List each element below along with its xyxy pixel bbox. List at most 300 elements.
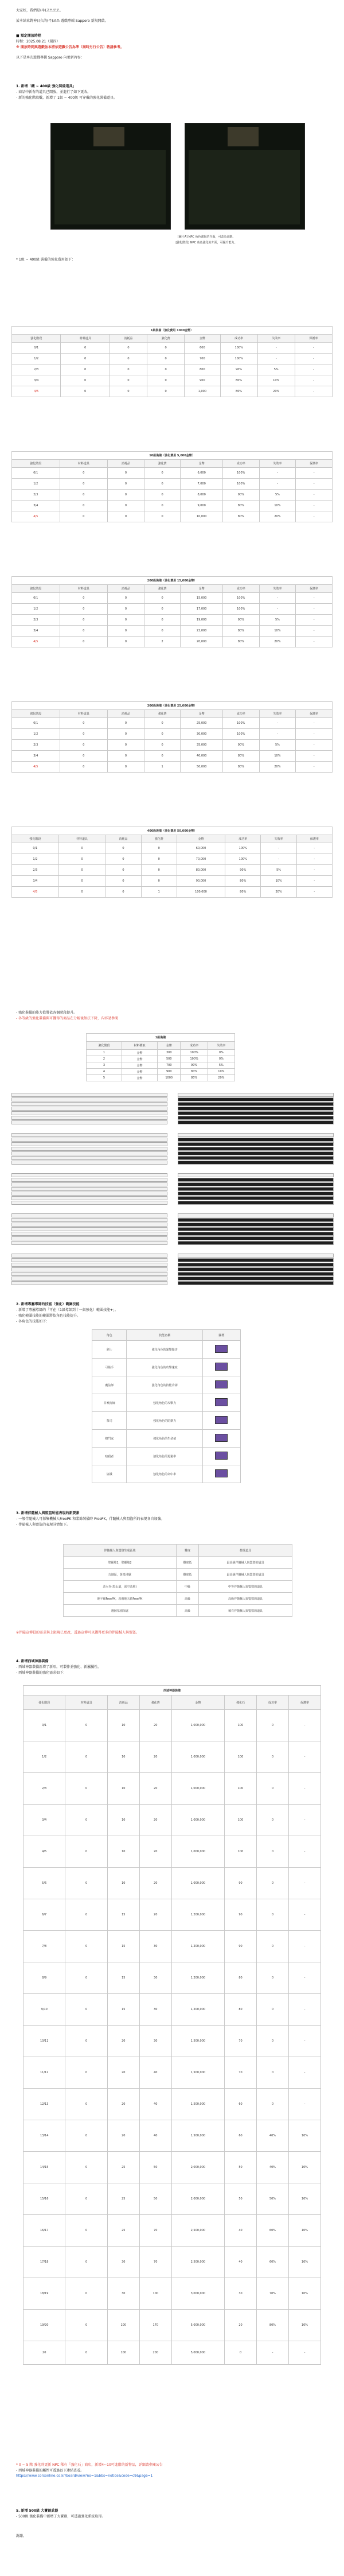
mini-table-row [178, 1111, 334, 1115]
table-cell: 0 [110, 375, 147, 386]
mini-table-row [178, 1156, 334, 1160]
mini-table-row [11, 1192, 167, 1196]
table-cell: 0 [108, 740, 144, 751]
table-cell: 100% [222, 479, 259, 490]
table-cell: 強化角色的暴擊傷害 [127, 1341, 202, 1359]
skill-icon-cell [202, 1465, 240, 1483]
table-row [24, 1741, 321, 1773]
table-cell: 1,200,000 [171, 1962, 224, 1994]
small-table-title: 1級裝備 [87, 1034, 235, 1042]
table-cell: 0 [144, 729, 181, 740]
table-row [12, 593, 333, 604]
table-cell: 90% [181, 1062, 208, 1069]
table-row [12, 865, 333, 876]
skill-icon-cell [202, 1359, 240, 1376]
mini-table-row [11, 1138, 167, 1142]
table-row [24, 1805, 321, 1836]
table-cell: 0 [144, 626, 181, 637]
table-cell: - [296, 762, 333, 773]
column-header: 消耗品 [110, 335, 147, 343]
mini-table-row [11, 1107, 167, 1111]
mini-table-row [178, 1147, 334, 1151]
column-header: 強化階段 [12, 585, 60, 593]
table-cell: 80% [181, 1075, 208, 1081]
update-summary: 以下是本次遊戲專輯 Sapporo 內更新內容： [16, 56, 84, 60]
table-row [64, 1593, 292, 1605]
table-row [87, 1075, 235, 1081]
table-cell: 0 [108, 468, 144, 479]
mini-table-row [178, 1236, 334, 1240]
tier-table-title: 10級裝備（強化費用 5,000金幣） [12, 452, 333, 460]
table-cell: 10,000 [181, 511, 223, 522]
table-row [24, 1931, 321, 1962]
table-cell: 4/5 [24, 1836, 65, 1868]
intro-block [16, 8, 314, 61]
section-2-line: - 各角色的技能如下： [16, 1320, 50, 1324]
mini-table-block [11, 1213, 333, 1246]
table-cell: - [288, 1899, 320, 1931]
table-cell: - [259, 718, 296, 729]
table-cell: 1,000,000 [171, 1741, 224, 1773]
table-cell: 10 [107, 1741, 139, 1773]
table-cell: 最高級伴隨械人與盟盜的道具 [199, 1569, 292, 1581]
table-cell: 70 [139, 2215, 171, 2247]
cost-note: * 1級 ~ 400級 裝備的強化費用如下： [16, 258, 75, 262]
table-cell: 100 [225, 1773, 257, 1805]
table-row [64, 1557, 292, 1569]
table-cell: 500 [157, 1056, 181, 1062]
table-cell: 50,000 [181, 762, 223, 773]
table-cell: 2/3 [12, 615, 60, 626]
table-cell: 0 [108, 490, 144, 501]
table-cell: 1,000,000 [171, 1773, 224, 1805]
table-cell: 1/2 [12, 604, 60, 615]
table-cell: 80 [225, 1962, 257, 1994]
mini-table-row [11, 1263, 167, 1267]
table-cell: 20 [24, 2341, 65, 2365]
column-header: 掉落道具 [199, 1545, 292, 1557]
table-cell: 10% [288, 2215, 320, 2247]
table-cell: 70 [225, 2057, 257, 2089]
intro-greeting: 大家好，我們是(주)코쓰로로。 [16, 9, 63, 13]
table-cell: 20 [225, 2310, 257, 2341]
table-cell: - [296, 843, 332, 854]
table-cell: 20% [257, 386, 295, 397]
table-cell: 0 [147, 354, 185, 364]
table-cell: 0 [257, 1773, 289, 1805]
table-cell: 80 [225, 1994, 257, 2026]
table-cell: 20 [139, 1741, 171, 1773]
table-cell: - [261, 843, 296, 854]
table-cell: - [296, 854, 332, 865]
mini-table-row [11, 1147, 167, 1151]
table-cell: 0 [65, 1773, 107, 1805]
table-cell: 0 [257, 1741, 289, 1773]
table-cell: 0 [257, 1994, 289, 2026]
table-cell: 15,000 [181, 593, 223, 604]
table-cell: 強化角色的生命值 [127, 1430, 202, 1448]
table-cell: 0 [144, 511, 181, 522]
table-cell: 0 [144, 751, 181, 762]
column-header: 圖標 [202, 1330, 240, 1341]
table-cell: 0 [141, 865, 177, 876]
column-header: 成功率 [220, 335, 257, 343]
table-cell: 劍士 [92, 1341, 127, 1359]
table-cell: 100% [220, 343, 257, 354]
table-cell: 20 [139, 1836, 171, 1868]
table-cell: 3/4 [12, 751, 60, 762]
mini-table-row [11, 1187, 167, 1191]
table-row [24, 2057, 321, 2089]
tier-table [11, 576, 333, 647]
column-header: 強化階段 [12, 460, 60, 468]
table-cell: 80% [181, 1069, 208, 1075]
table-cell: 50 [225, 2183, 257, 2215]
mini-table-row [178, 1178, 334, 1182]
table-row [92, 1430, 241, 1448]
table-cell: 0 [110, 386, 147, 397]
tier-table-title: 300級裝備（強化費用 25,000金幣） [12, 702, 333, 710]
column-header: 失敗率 [259, 460, 296, 468]
table-cell: 0 [61, 354, 110, 364]
table-cell: 0 [257, 1899, 289, 1931]
table-cell: - [257, 354, 295, 364]
table-cell: 90 [225, 1899, 257, 1931]
table-cell: 1,500,000 [171, 2089, 224, 2120]
table-cell: 0 [65, 2310, 107, 2341]
table-cell: 100 [225, 1741, 257, 1773]
column-header: 成功率 [222, 585, 259, 593]
table-cell: 0 [60, 604, 108, 615]
column-header: 材料道具 [60, 460, 108, 468]
table-cell: 30 [139, 1994, 171, 2026]
table-cell: 5,000,000 [171, 2341, 224, 2365]
column-header: 強化費 [147, 335, 185, 343]
table-cell: 0 [65, 2057, 107, 2089]
mini-table-block [11, 1133, 333, 1165]
skill-icon [215, 1398, 228, 1406]
column-header: 材料道具 [65, 1696, 107, 1710]
table-cell: 0 [108, 762, 144, 773]
table-cell: 1,000,000 [171, 1836, 224, 1868]
table-cell: 20 [107, 2057, 139, 2089]
table-cell: 惡火谷(黑山道，深空惡地) [64, 1581, 177, 1593]
table-cell: 15 [107, 1931, 139, 1962]
column-header: 強化石 [225, 1696, 257, 1710]
table-cell: 難度低 [176, 1557, 198, 1569]
table-cell: 0 [60, 501, 108, 511]
table-cell: 80% [222, 751, 259, 762]
table-cell: 0 [141, 854, 177, 865]
table-cell: 20% [259, 637, 296, 647]
table-row [12, 626, 333, 637]
table-cell: 90 [225, 1931, 257, 1962]
mini-table-row [178, 1102, 334, 1106]
table-cell: 5% [257, 364, 295, 375]
table-cell: 100% [222, 718, 259, 729]
table-cell: 70 [139, 2247, 171, 2278]
table-cell: 0 [144, 604, 181, 615]
column-header: 金幣 [181, 585, 223, 593]
table-cell: 80% [222, 501, 259, 511]
table-cell: 0 [144, 501, 181, 511]
table-row [12, 887, 333, 898]
table-cell: 1/2 [12, 854, 59, 865]
table-cell: 100% [181, 1050, 208, 1056]
mini-table-row [178, 1227, 334, 1231]
mini-table-block [11, 1254, 333, 1286]
table-cell: 0 [144, 479, 181, 490]
table-row [12, 501, 333, 511]
table-cell: 0% [208, 1050, 234, 1056]
table-cell: 0 [108, 501, 144, 511]
table-cell: 90% [220, 364, 257, 375]
screenshot-captions [132, 234, 281, 246]
mini-table-row [178, 1196, 334, 1200]
table-cell: 0 [58, 876, 105, 887]
table-row [92, 1394, 241, 1412]
table-cell: 0 [257, 1931, 289, 1962]
table-cell: 30 [107, 2278, 139, 2310]
table-cell: 25 [107, 2152, 139, 2183]
table-cell: - [296, 511, 333, 522]
table-cell: 100 [225, 1836, 257, 1868]
table-cell: 0 [61, 364, 110, 375]
column-header: 強化階段 [12, 335, 61, 343]
table-cell: 100% [222, 604, 259, 615]
table-row [64, 1581, 292, 1593]
table-cell: 0% [208, 1056, 234, 1062]
table-cell: 0 [58, 887, 105, 898]
section-4-red-note: * 0 ~ 5 階 強化時更新 NPC 稀有「強化石」商店，新增4~10可進階的新物品，詳細請參閱公告 [16, 2463, 163, 2467]
table-cell: 0 [65, 2026, 107, 2057]
table-cell: 0 [65, 1710, 107, 1741]
table-cell: - [288, 1710, 320, 1741]
table-row [24, 1868, 321, 1899]
table-cell: 4/5 [12, 887, 59, 898]
table-cell: 0/1 [12, 843, 59, 854]
table-cell: 30 [139, 1931, 171, 1962]
table-cell: 魔法師 [92, 1376, 127, 1394]
table-cell: 40% [257, 2120, 289, 2152]
section-5 [16, 2508, 326, 2539]
table-cell: 0 [60, 479, 108, 490]
table-cell: 60% [257, 2215, 289, 2247]
table-cell: 0 [105, 843, 141, 854]
table-cell: - [296, 876, 332, 887]
table-row [92, 1412, 241, 1430]
mini-table-row [11, 1213, 167, 1217]
table-cell: 0 [108, 718, 144, 729]
table-cell: - [295, 386, 332, 397]
intro-paragraph: 於本結束對神日久的(주)코쓰 遊戲專輯 Sapporo 新規開啟。 [16, 19, 108, 23]
column-header: 消耗品 [107, 1696, 139, 1710]
table-cell: 0 [108, 751, 144, 762]
table-cell: 25,000 [181, 718, 223, 729]
table-cell: 35,000 [181, 740, 223, 751]
table-cell: 古地區，黃泉地獄 [64, 1569, 177, 1581]
table-cell: 3,000,000 [171, 2278, 224, 2310]
table-cell: 70% [257, 2278, 289, 2310]
skill-icon-cell [202, 1448, 240, 1465]
column-header: 強化費 [139, 1696, 171, 1710]
mini-table-row [178, 1281, 334, 1285]
table-cell: 100 [139, 2278, 171, 2310]
table-row [12, 490, 333, 501]
table-cell: 100,000 [177, 887, 225, 898]
table-cell: 0 [257, 1836, 289, 1868]
table-cell: 50 [139, 2152, 171, 2183]
table-cell: - [295, 375, 332, 386]
table-cell: 100 [225, 1710, 257, 1741]
table-cell: 10% [261, 876, 296, 887]
table-cell: - [295, 364, 332, 375]
table-cell: 40 [139, 2089, 171, 2120]
table-cell: - [257, 2341, 289, 2365]
table-cell: - [296, 718, 333, 729]
section-5-line: - 500級 強化裝備中新增了大寶劍，可透過強化系統取得。 [16, 2515, 105, 2519]
section-4 [16, 1659, 326, 1676]
table-cell: 0 [108, 511, 144, 522]
mini-table-row [11, 1173, 167, 1177]
table-cell: 0 [60, 762, 108, 773]
table-cell: 0 [108, 626, 144, 637]
table-cell: 80% [225, 887, 261, 898]
table-cell: 0 [60, 729, 108, 740]
table-cell: - [296, 468, 333, 479]
mini-table-row [178, 1107, 334, 1111]
table-cell: 9/10 [24, 1994, 65, 2026]
table-cell: - [257, 343, 295, 354]
mini-table-row [11, 1151, 167, 1155]
artifact-link[interactable]: https://www.corsonline.co.kr/board/view?no=1&bbs=notice&code=c9&page=1 [16, 2474, 153, 2478]
table-cell: - [296, 593, 333, 604]
mini-table-row [11, 1093, 167, 1097]
table-cell: 20 [107, 2120, 139, 2152]
table-cell: 5,000,000 [171, 2310, 224, 2341]
table-cell: - [296, 740, 333, 751]
table-cell: 0 [108, 593, 144, 604]
mini-table-row [11, 1223, 167, 1227]
table-cell: 0 [257, 2057, 289, 2089]
mini-table-row [178, 1192, 334, 1196]
mini-table-row [11, 1241, 167, 1245]
section-1-title: 1. 新增「鐵 ~ 400級 強化裝備道具」 [16, 84, 76, 88]
table-cell: - [296, 604, 333, 615]
table-cell: 0 [65, 1741, 107, 1773]
table-cell: - [296, 887, 332, 898]
table-cell: 2/3 [24, 1773, 65, 1805]
table-cell: 10% [288, 2278, 320, 2310]
table-cell: 9,000 [181, 501, 223, 511]
mini-table-row [178, 1138, 334, 1142]
table-cell: 14/15 [24, 2152, 65, 2183]
table-cell: 13/14 [24, 2120, 65, 2152]
table-cell: 19/20 [24, 2310, 65, 2341]
skill-icon-cell [202, 1341, 240, 1359]
table-cell: 20 [107, 2089, 139, 2120]
table-cell: 0 [110, 364, 147, 375]
table-cell: 60% [257, 2247, 289, 2278]
table-cell: 40 [139, 2120, 171, 2152]
table-row [92, 1448, 241, 1465]
game-screenshot-right [185, 123, 305, 230]
skill-icon [215, 1380, 228, 1388]
column-header: 保護率 [296, 585, 333, 593]
table-cell: 0 [144, 490, 181, 501]
table-row [12, 354, 333, 364]
table-cell: 2/3 [12, 740, 60, 751]
table-cell: 600 [185, 343, 220, 354]
schedule-date: 時程：2025.08.21（週四） [16, 40, 60, 44]
table-cell: 5% [259, 490, 296, 501]
section-2 [16, 1302, 326, 1325]
column-header: 金幣 [157, 1042, 181, 1050]
table-cell: 0/1 [12, 718, 60, 729]
table-row [92, 1359, 241, 1376]
table-cell: 90% [222, 740, 259, 751]
table-cell: 10% [288, 2310, 320, 2341]
column-header: 金幣 [171, 1696, 224, 1710]
table-cell: 0 [61, 386, 110, 397]
table-cell: 0 [144, 615, 181, 626]
table-cell: 100 [225, 1805, 257, 1836]
skill-icon [215, 1363, 228, 1371]
table-cell: - [288, 2341, 320, 2365]
mini-table-row [178, 1241, 334, 1245]
table-cell: 10% [208, 1069, 234, 1075]
table-cell: 50 [225, 2152, 257, 2183]
table-cell: - [296, 615, 333, 626]
table-cell: 3 [87, 1062, 122, 1069]
table-cell: 20 [139, 1710, 171, 1741]
section-4-footnotes [16, 2462, 337, 2478]
mini-table-row [178, 1232, 334, 1236]
table-cell: 15/16 [24, 2183, 65, 2215]
table-cell: 1,500,000 [171, 2120, 224, 2152]
table-row [12, 729, 333, 740]
skill-icon [215, 1416, 228, 1424]
column-header: 失敗率 [259, 585, 296, 593]
table-cell: 強化角色的命中率 [127, 1465, 202, 1483]
table-row [12, 843, 333, 854]
mini-table-row [178, 1142, 334, 1146]
table-cell: 金幣 [122, 1069, 157, 1075]
tier-table [11, 827, 333, 898]
table-cell: 90% [225, 865, 261, 876]
column-header: 強化階段 [12, 835, 59, 843]
table-cell: 5% [261, 865, 296, 876]
table-cell: 2,000,000 [171, 2183, 224, 2215]
table-cell: 2,500,000 [171, 2215, 224, 2247]
closing-thanks: 謝謝。 [16, 2534, 27, 2538]
column-header: 材料道具 [60, 585, 108, 593]
table-cell: 3/4 [12, 626, 60, 637]
table-cell: 格鬥家 [92, 1430, 127, 1448]
table-cell: 0 [108, 479, 144, 490]
table-row [24, 2341, 321, 2365]
column-header: 成功率 [181, 1042, 208, 1050]
table-cell: - [296, 501, 333, 511]
table-cell: 70 [225, 2026, 257, 2057]
section-3-line: - 伴隨械人與盟盜的表現詳情如下。 [16, 1523, 71, 1527]
column-header: 保護率 [288, 1696, 320, 1710]
table-cell: 0 [60, 490, 108, 501]
table-cell: 高級 [176, 1593, 198, 1605]
table-cell: - [288, 1805, 320, 1836]
table-cell: 60 [225, 2120, 257, 2152]
table-cell: - [259, 593, 296, 604]
